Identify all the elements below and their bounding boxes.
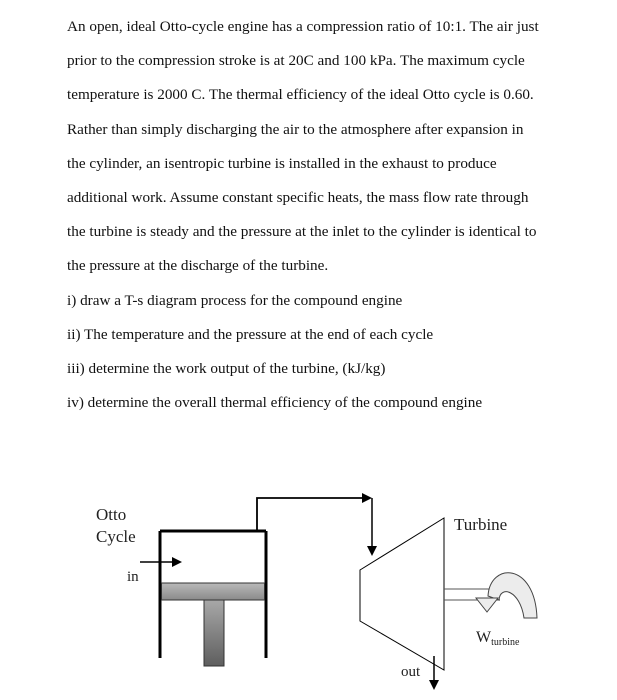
problem-line: prior to the compression stroke is at 20C and 100 kPa. The maximum cycle bbox=[67, 52, 525, 70]
piston-head bbox=[162, 583, 265, 600]
outlet-label: out bbox=[401, 664, 421, 680]
question-4: iv) determine the overall thermal efficiency of the compound engine bbox=[67, 394, 483, 412]
work-turbine-label bbox=[476, 629, 519, 648]
problem-statement bbox=[67, 10, 612, 420]
question-3: iii) determine the work output of the turbine, (kJ/kg) bbox=[67, 360, 386, 378]
question-1: i) draw a T-s diagram process for the compound engine bbox=[67, 291, 403, 309]
problem-line: additional work. Assume constant specific heats, the mass flow rate through bbox=[67, 189, 529, 207]
problem-line: the cylinder, an isentropic turbine is installed in the exhaust to produce bbox=[67, 154, 497, 172]
work-symbol: W bbox=[476, 629, 492, 646]
problem-line: Rather than simply discharging the air to the atmosphere after expansion in bbox=[67, 120, 524, 138]
cycle-label: Cycle bbox=[96, 527, 136, 546]
problem-line: the pressure at the discharge of the turbine. bbox=[67, 257, 329, 275]
inlet-label: in bbox=[127, 569, 139, 585]
piston-rod bbox=[204, 600, 224, 666]
work-output-arrow bbox=[476, 573, 537, 618]
question-2: ii) The temperature and the pressure at the end of each cycle bbox=[67, 325, 434, 343]
engine-schematic bbox=[0, 440, 617, 700]
problem-line: An open, ideal Otto-cycle engine has a compression ratio of 10:1. The air just bbox=[67, 18, 539, 35]
turbine-label: Turbine bbox=[454, 515, 508, 534]
work-subscript: turbine bbox=[491, 637, 520, 648]
problem-line: temperature is 2000 C. The thermal efficiency of the ideal Otto cycle is 0.60. bbox=[67, 86, 534, 104]
otto-label: Otto bbox=[96, 505, 127, 524]
exhaust-pipe bbox=[257, 493, 377, 556]
compound-engine-figure bbox=[0, 440, 617, 700]
problem-line: the turbine is steady and the pressure at the inlet to the cylinder is identical to bbox=[67, 223, 537, 241]
